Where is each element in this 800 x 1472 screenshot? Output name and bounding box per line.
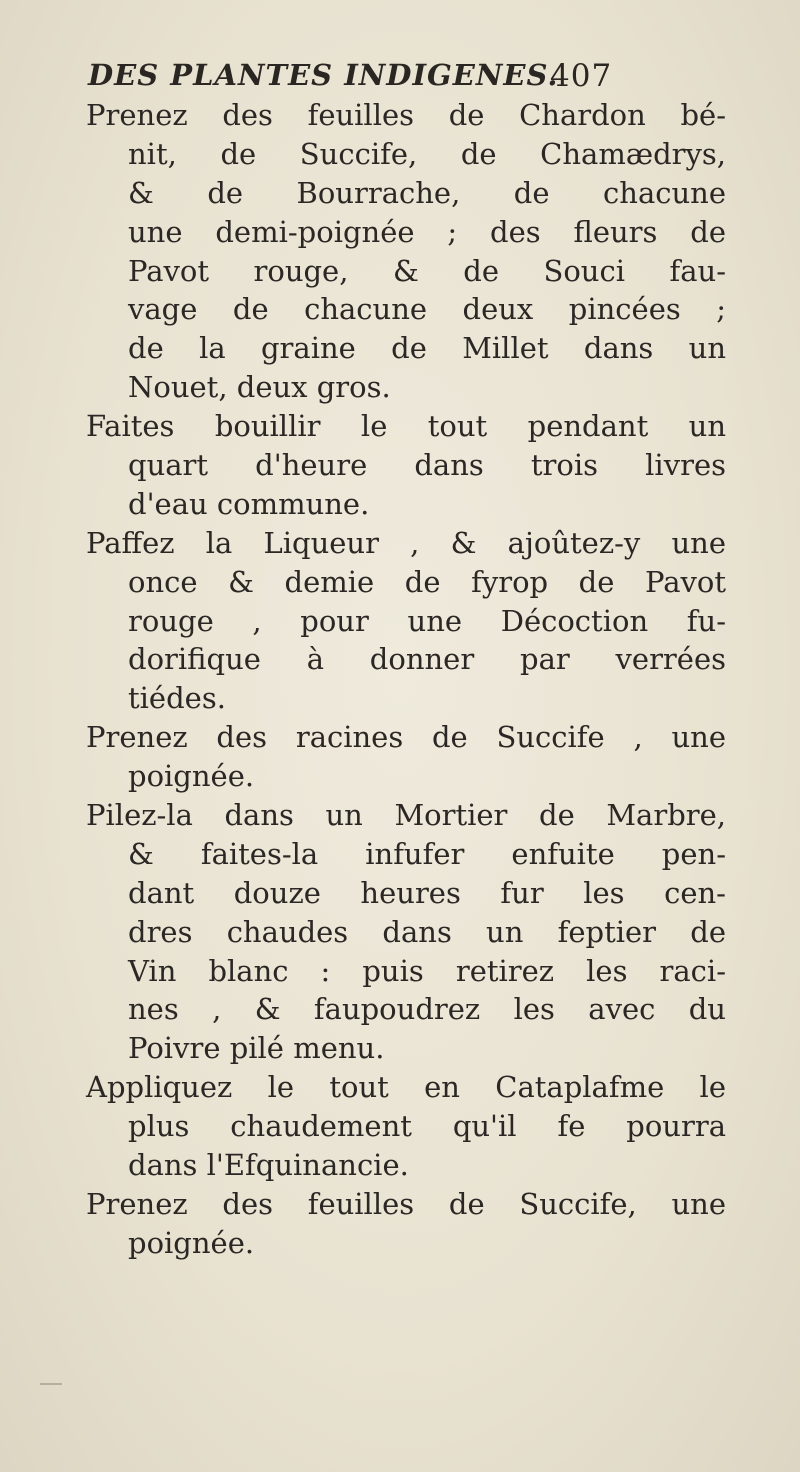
header-title: DES PLANTES INDIGENES. xyxy=(88,58,559,92)
text-line: Poivre pilé menu. xyxy=(128,1031,385,1066)
text-line: & de Bourrache, de chacune xyxy=(128,175,726,210)
text-line: d'eau commune. xyxy=(128,486,370,521)
text-line: poignée. xyxy=(128,1225,255,1260)
text-line: nit, de Succife, de Chamædrys, xyxy=(128,136,726,171)
text-line: de la graine de Millet dans un xyxy=(128,331,726,366)
text-line: Vin blanc : puis retirez les raci- xyxy=(128,953,726,988)
text-line: Pavot rouge, & de Souci fau- xyxy=(128,253,726,288)
text-line: dans l'Efquinancie. xyxy=(128,1148,409,1183)
text-line: Prenez des feuilles de Succife, une xyxy=(86,1186,726,1221)
text-line: dant douze heures fur les cen- xyxy=(128,875,726,910)
text-line: nes , & faupoudrez les avec du xyxy=(128,992,726,1027)
page-smudge-mark xyxy=(40,1383,62,1385)
text-line: Prenez des racines de Succife , une xyxy=(86,720,726,755)
text-line: Appliquez le tout en Cataplafme le xyxy=(86,1070,726,1105)
text-line: dorifique à donner par verrées xyxy=(128,642,726,677)
text-line: vage de chacune deux pincées ; xyxy=(128,292,726,327)
text-line: Paffez la Liqueur , & ajoûtez-y une xyxy=(86,525,726,560)
page-body-text xyxy=(86,96,726,1263)
text-line: quart d'heure dans trois livres xyxy=(128,448,726,483)
text-line: & faites-la infufer enfuite pen- xyxy=(128,836,726,871)
text-line: Faites bouillir le tout pendant un xyxy=(86,409,726,444)
running-header xyxy=(88,58,728,92)
page-number: 407 xyxy=(550,58,613,94)
text-line: Nouet, deux gros. xyxy=(128,370,391,405)
text-line: Prenez des feuilles de Chardon bé- xyxy=(86,98,726,132)
text-line: dres chaudes dans un feptier de xyxy=(128,914,726,949)
text-line: une demi-poignée ; des fleurs de xyxy=(128,214,726,249)
text-line: tiédes. xyxy=(128,681,226,716)
text-line: once & demie de fyrop de Pavot xyxy=(128,564,726,599)
text-line: plus chaudement qu'il fe pourra xyxy=(128,1109,726,1144)
text-line: Pilez-la dans un Mortier de Marbre, xyxy=(86,798,726,833)
text-line: rouge , pour une Décoction fu- xyxy=(128,603,726,638)
text-line: poignée. xyxy=(128,759,255,794)
